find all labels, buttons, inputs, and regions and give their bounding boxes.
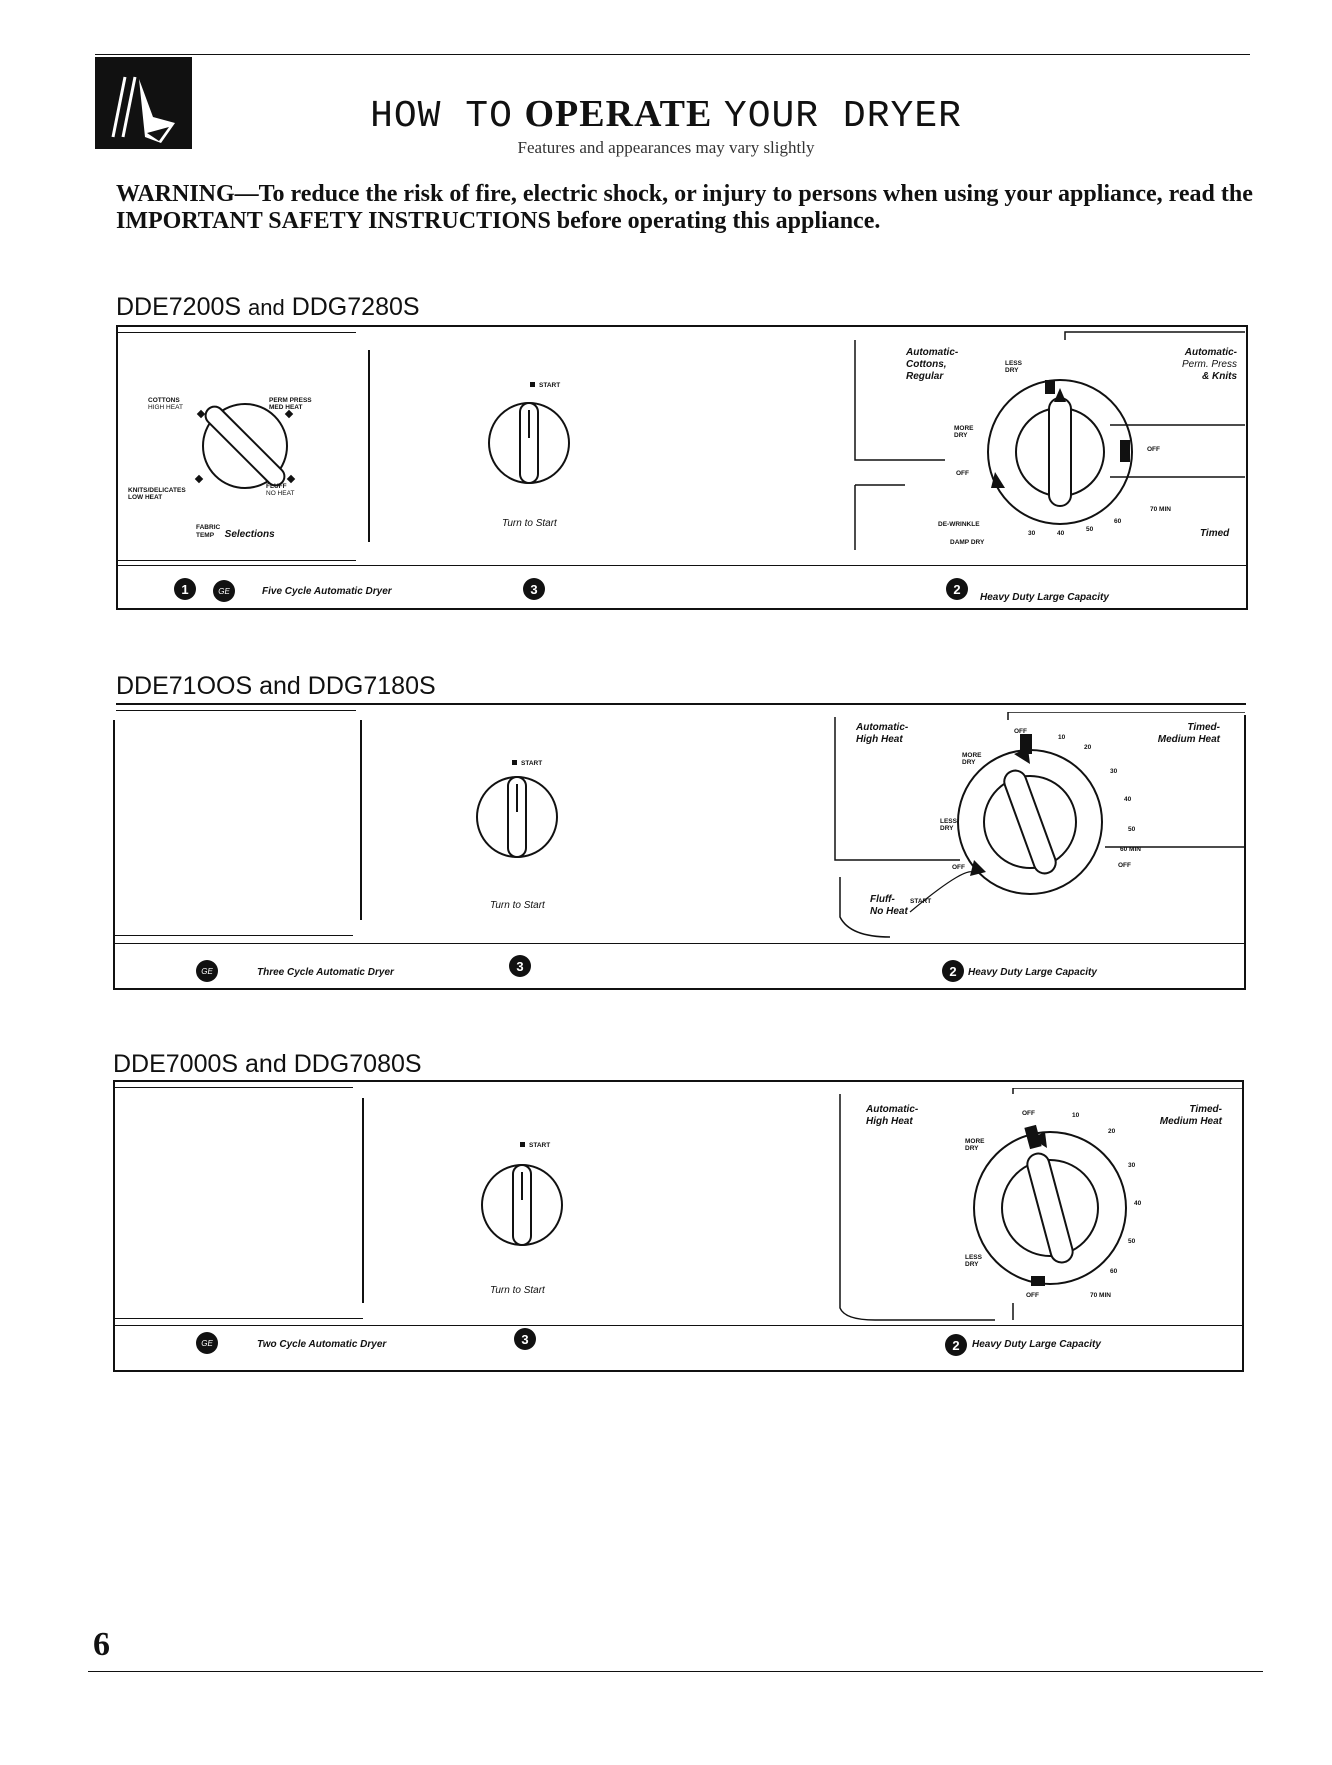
timed-label: Timed: [1200, 528, 1230, 539]
step-badge: 2: [946, 578, 968, 600]
ge-logo-icon: GE: [213, 580, 235, 602]
dryer-model-caption: Two Cycle Automatic Dryer: [257, 1339, 387, 1350]
ge-logo-icon: GE: [196, 1332, 218, 1354]
start-knob[interactable]: [477, 1160, 567, 1250]
off-label: OFF: [1022, 1110, 1035, 1117]
more-dry-label: MORE DRY: [954, 425, 974, 439]
dryer-model-caption: Three Cycle Automatic Dryer: [257, 967, 394, 978]
page-title: HOW TO OPERATE YOUR DRYER: [370, 93, 962, 138]
off-label: OFF: [956, 470, 969, 477]
timed-medium-heat-label: Timed- Medium Heat: [1157, 722, 1220, 745]
fluff-no-heat-label: Fluff- No Heat: [870, 894, 908, 917]
capacity-caption: Heavy Duty Large Capacity: [968, 967, 1097, 978]
start-indicator: START: [512, 760, 542, 767]
tick-label: 50: [1086, 526, 1094, 533]
tick-label: 30: [1028, 530, 1036, 537]
section-1-label: DDE7200S and DDG7280S: [116, 293, 420, 321]
step-badge: 2: [945, 1334, 967, 1356]
knits-delicates-label: KNITS/DELICATES LOW HEAT: [128, 487, 186, 501]
perm-press-label: PERM PRESS MED HEAT: [269, 397, 312, 411]
start-knob[interactable]: [484, 398, 574, 488]
section-2-label: DDE71OOS and DDG7180S: [116, 672, 436, 700]
turn-to-start-label: Turn to Start: [490, 900, 545, 911]
tick-label: 10: [1058, 734, 1066, 741]
damp-dry-label: DAMP DRY: [950, 539, 985, 546]
page-number: 6: [93, 1626, 110, 1663]
less-dry-label: LESS DRY: [965, 1254, 982, 1268]
tick-label: 40: [1134, 1200, 1142, 1207]
turn-to-start-label: Turn to Start: [490, 1285, 545, 1296]
auto-cottons-label: Automatic- Cottons, Regular: [906, 347, 959, 382]
tick-label: 60 MIN: [1120, 846, 1141, 853]
tick-label: 50: [1128, 1238, 1136, 1245]
page-subtitle: Features and appearances may vary slightly: [517, 138, 815, 157]
start-label: START: [910, 898, 932, 905]
cottons-label: COTTONS HIGH HEAT: [148, 397, 183, 411]
fabric-temp-caption: FABRIC TEMP Selections: [196, 524, 275, 540]
step-badge: 2: [942, 960, 964, 982]
less-dry-label: LESS DRY: [1005, 360, 1022, 374]
auto-perm-press-label: Automatic- Perm. Press & Knits: [1181, 347, 1237, 382]
ge-logo-icon: GE: [196, 960, 218, 982]
auto-high-heat-label: Automatic- High Heat: [856, 722, 909, 745]
timed-medium-heat-label: Timed- Medium Heat: [1159, 1104, 1222, 1127]
less-dry-label: LESS DRY: [940, 818, 957, 832]
70-min-label: 70 MIN: [1090, 1292, 1111, 1299]
safety-warning: WARNING—To reduce the risk of fire, electric shock, or injury to persons when using your appliance, read the IMPORTANT SAFETY INSTRUCTIONS before operating this appliance.: [116, 181, 1253, 234]
tick-label: 60: [1110, 1268, 1118, 1275]
section-3-top-rule: [113, 1080, 1244, 1082]
auto-high-heat-label: Automatic- High Heat: [866, 1104, 919, 1127]
start-knob[interactable]: [472, 772, 562, 862]
tick-label: 20: [1084, 744, 1092, 751]
step-badge: 3: [514, 1328, 536, 1350]
off-label: OFF: [1014, 728, 1027, 735]
off-label: OFF: [952, 864, 965, 871]
start-indicator: START: [530, 382, 560, 389]
dryer-model-caption: Five Cycle Automatic Dryer: [262, 586, 392, 597]
start-indicator: START: [520, 1142, 550, 1149]
more-dry-label: MORE DRY: [962, 752, 982, 766]
section-3-label: DDE7000S and DDG7080S: [113, 1050, 422, 1078]
capacity-caption: Heavy Duty Large Capacity: [980, 592, 1109, 603]
tick-label: 30: [1110, 768, 1118, 775]
tick-label: 40: [1057, 530, 1065, 537]
step-badge: 3: [509, 955, 531, 977]
step-badge: 3: [523, 578, 545, 600]
off-label: OFF: [1026, 1292, 1039, 1299]
tick-label: 30: [1128, 1162, 1136, 1169]
70-min-label: 70 MIN: [1150, 506, 1171, 513]
step-badge: 1: [174, 578, 196, 600]
header-rule: [95, 54, 1250, 55]
tick-label: 40: [1124, 796, 1132, 803]
off-label: OFF: [1147, 446, 1160, 453]
off-label: OFF: [1118, 862, 1131, 869]
tick-label: 50: [1128, 826, 1136, 833]
dewrinkle-label: DE-WRINKLE: [938, 521, 980, 528]
footer-rule: [88, 1671, 1263, 1672]
tick-label: 20: [1108, 1128, 1116, 1135]
tick-label: 60: [1114, 518, 1122, 525]
turn-to-start-label: Turn to Start: [502, 518, 557, 529]
tick-label: 10: [1072, 1112, 1080, 1119]
more-dry-label: MORE DRY: [965, 1138, 985, 1152]
capacity-caption: Heavy Duty Large Capacity: [972, 1339, 1101, 1350]
section-2-top-rule: [116, 703, 1246, 705]
section-1-top-rule: [116, 325, 1246, 327]
fluff-label: FLUFF NO HEAT: [266, 483, 295, 497]
